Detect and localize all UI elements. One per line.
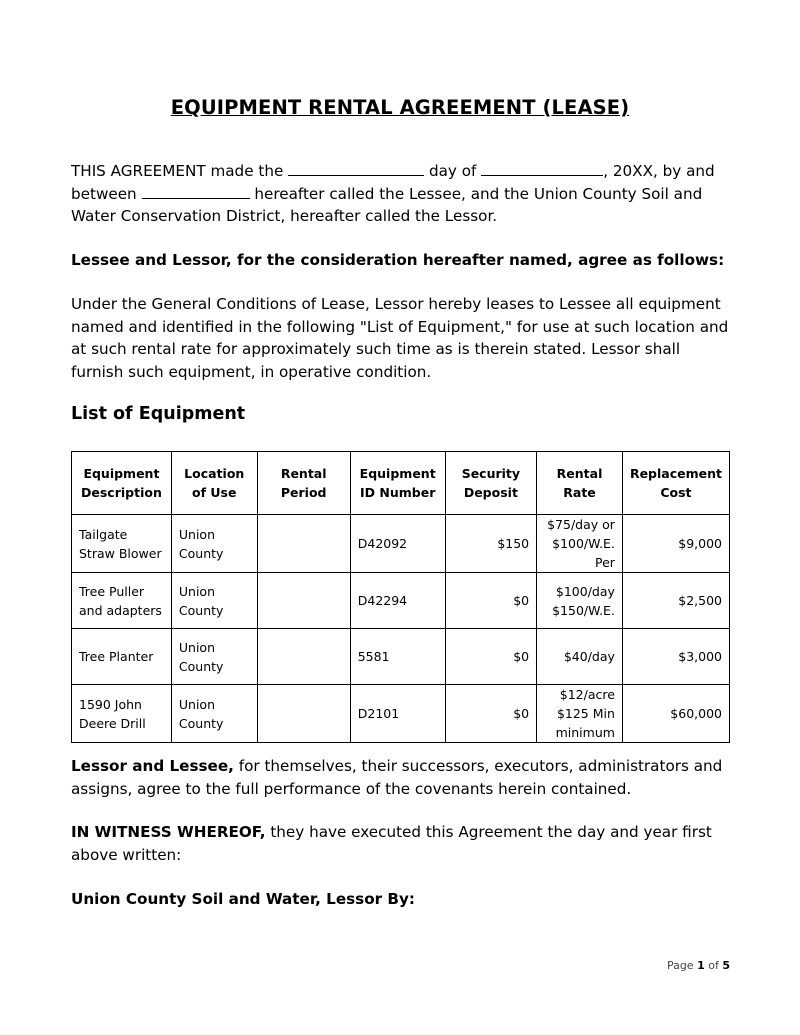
document-title: EQUIPMENT RENTAL AGREEMENT (LEASE) bbox=[170, 96, 630, 119]
lessee-name-blank[interactable] bbox=[142, 185, 250, 199]
covenants-lead: Lessor and Lessee, bbox=[71, 757, 234, 775]
intro-text-4: between bbox=[71, 184, 137, 203]
header-cell: Replacement Cost bbox=[622, 452, 729, 515]
page-label: Page bbox=[666, 959, 694, 972]
rental-period-cell[interactable] bbox=[257, 629, 350, 685]
equipment-id-cell: 5581 bbox=[350, 629, 445, 685]
list-heading: List of Equipment bbox=[71, 404, 246, 424]
rental-period-cell[interactable] bbox=[257, 685, 350, 743]
rental-period-cell[interactable] bbox=[257, 573, 350, 629]
witness-paragraph bbox=[71, 821, 731, 866]
rental-rate-cell: $75/day or $100/W.E. Per bbox=[537, 515, 623, 573]
location-cell: Union County bbox=[171, 685, 257, 743]
page-total: 5 bbox=[722, 959, 730, 972]
location-cell: Union County bbox=[171, 629, 257, 685]
intro-text-6: Water Conservation District, hereafter called the Lessor. bbox=[71, 207, 498, 225]
equipment-id-cell: D42294 bbox=[350, 573, 445, 629]
deposit-cell: $0 bbox=[445, 573, 537, 629]
header-cell: Location of Use bbox=[171, 452, 257, 515]
rental-rate-cell: $12/acre $125 Min minimum bbox=[537, 685, 623, 743]
description-cell: Tree Planter bbox=[72, 629, 172, 685]
page-footer bbox=[667, 959, 730, 972]
deposit-cell: $0 bbox=[445, 685, 537, 743]
table-header-row bbox=[72, 452, 730, 515]
deposit-cell: $0 bbox=[445, 629, 537, 685]
intro-text-5: hereafter called the Lessee, and the Union County Soil and bbox=[254, 184, 703, 203]
replacement-cost-cell: $9,000 bbox=[622, 515, 729, 573]
table-row bbox=[72, 685, 730, 743]
replacement-cost-cell: $3,000 bbox=[622, 629, 729, 685]
conditions-paragraph: Under the General Conditions of Lease, Lessor hereby leases to Lessee all equipment named and identified in the following "List of Equipment," for use at such location and at such rental rate for approximately such time as is therein stated. Lessor shall furnish such equipment, in operative condition. bbox=[71, 295, 729, 381]
location-cell: Union County bbox=[171, 573, 257, 629]
table-row bbox=[72, 573, 730, 629]
header-cell: Equipment ID Number bbox=[350, 452, 445, 515]
deposit-cell: $150 bbox=[445, 515, 537, 573]
equipment-id-cell: D42092 bbox=[350, 515, 445, 573]
intro-text-1: THIS AGREEMENT made the bbox=[71, 162, 284, 180]
replacement-cost-cell: $60,000 bbox=[622, 685, 729, 743]
intro-text-2: day of bbox=[428, 162, 477, 180]
description-cell: Tree Puller and adapters bbox=[72, 573, 172, 629]
description-cell: 1590 John Deere Drill bbox=[72, 685, 172, 743]
intro-text-3: , 20XX, by and bbox=[603, 162, 715, 180]
rental-period-cell[interactable] bbox=[257, 515, 350, 573]
replacement-cost-cell: $2,500 bbox=[622, 573, 729, 629]
covenants-text: for themselves, their successors, executors, administrators and assigns, agree to the full performance of the covenants herein contained. bbox=[71, 757, 723, 798]
signature-line: Union County Soil and Water, Lessor By: bbox=[71, 890, 415, 908]
location-cell: Union County bbox=[171, 515, 257, 573]
description-cell: Tailgate Straw Blower bbox=[72, 515, 172, 573]
date-month-blank[interactable] bbox=[481, 162, 603, 176]
agree-line: Lessee and Lessor, for the consideration hereafter named, agree as follows: bbox=[71, 251, 725, 269]
rental-rate-cell: $100/day $150/W.E. bbox=[537, 573, 623, 629]
date-day-blank[interactable] bbox=[288, 162, 424, 176]
page-current: 1 bbox=[697, 959, 705, 972]
header-cell: Rental Period bbox=[257, 452, 350, 515]
witness-text: they have executed this Agreement the day and year first above written: bbox=[71, 823, 712, 864]
page-of: of bbox=[708, 959, 719, 972]
header-cell: Rental Rate bbox=[537, 452, 623, 515]
header-cell: Equipment Description bbox=[72, 452, 172, 515]
rental-rate-cell: $40/day bbox=[537, 629, 623, 685]
header-cell: Security Deposit bbox=[445, 452, 537, 515]
covenants-paragraph bbox=[71, 755, 731, 800]
equipment-table bbox=[71, 451, 730, 743]
equipment-id-cell: D2101 bbox=[350, 685, 445, 743]
table-row bbox=[72, 629, 730, 685]
intro-paragraph bbox=[71, 160, 731, 228]
table-row bbox=[72, 515, 730, 573]
witness-lead: IN WITNESS WHEREOF, bbox=[71, 823, 266, 841]
